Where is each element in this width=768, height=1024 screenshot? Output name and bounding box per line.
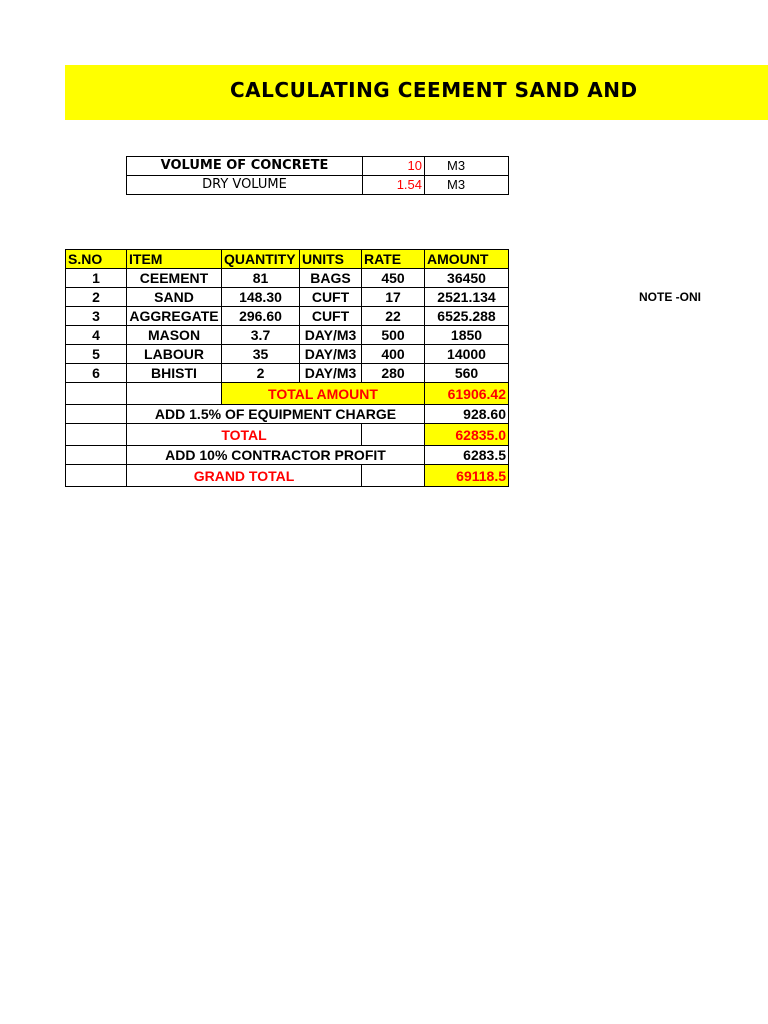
volume-label: VOLUME OF CONCRETE (127, 157, 363, 176)
empty-cell (127, 383, 222, 405)
cell-item[interactable]: SAND (127, 288, 222, 307)
empty-cell (66, 465, 127, 487)
table-row (66, 326, 509, 345)
equipment-value[interactable]: 928.60 (425, 405, 509, 424)
cell-units[interactable]: BAGS (300, 269, 362, 288)
cell-rate[interactable]: 450 (362, 269, 425, 288)
cell-amount[interactable]: 1850 (425, 326, 509, 345)
table-row (66, 269, 509, 288)
header-item: ITEM (127, 250, 222, 269)
cell-amount[interactable]: 560 (425, 364, 509, 383)
total-amount-label: TOTAL AMOUNT (222, 383, 425, 405)
cell-units[interactable]: CUFT (300, 288, 362, 307)
cell-quantity[interactable]: 3.7 (222, 326, 300, 345)
table-row (66, 288, 509, 307)
cell-sno[interactable]: 1 (66, 269, 127, 288)
equipment-label: ADD 1.5% OF EQUIPMENT CHARGE (127, 405, 425, 424)
cell-sno[interactable]: 6 (66, 364, 127, 383)
header-quantity: QUANTITY (222, 250, 300, 269)
table-row (66, 307, 509, 326)
cell-sno[interactable]: 5 (66, 345, 127, 364)
empty-cell (66, 383, 127, 405)
cell-units[interactable]: DAY/M3 (300, 345, 362, 364)
profit-label: ADD 10% CONTRACTOR PROFIT (127, 446, 425, 465)
empty-cell (66, 446, 127, 465)
cell-rate[interactable]: 400 (362, 345, 425, 364)
total-amount-value[interactable]: 61906.42 (425, 383, 509, 405)
empty-cell (362, 424, 425, 446)
empty-cell (66, 405, 127, 424)
grand-total-value[interactable]: 69118.5 (425, 465, 509, 487)
grand-total-row (66, 465, 509, 487)
cell-amount[interactable]: 14000 (425, 345, 509, 364)
volume-table (126, 156, 509, 195)
cell-rate[interactable]: 280 (362, 364, 425, 383)
cell-units[interactable]: CUFT (300, 307, 362, 326)
cell-quantity[interactable]: 296.60 (222, 307, 300, 326)
total-row (66, 424, 509, 446)
table-row (66, 345, 509, 364)
empty-cell (362, 465, 425, 487)
cell-rate[interactable]: 17 (362, 288, 425, 307)
total-label: TOTAL (127, 424, 362, 446)
header-rate: RATE (362, 250, 425, 269)
note-text: NOTE -ONI (639, 290, 701, 304)
cell-item[interactable]: CEEMENT (127, 269, 222, 288)
table-row (66, 364, 509, 383)
dry-volume-row (127, 176, 509, 195)
header-amount: AMOUNT (425, 250, 509, 269)
cell-amount[interactable]: 2521.134 (425, 288, 509, 307)
cell-amount[interactable]: 6525.288 (425, 307, 509, 326)
cell-sno[interactable]: 3 (66, 307, 127, 326)
dry-volume-value[interactable]: 1.54 (363, 176, 425, 195)
profit-value[interactable]: 6283.5 (425, 446, 509, 465)
equipment-row (66, 405, 509, 424)
cell-quantity[interactable]: 35 (222, 345, 300, 364)
cell-rate[interactable]: 500 (362, 326, 425, 345)
estimate-table (65, 249, 509, 487)
dry-volume-label: DRY VOLUME (127, 176, 363, 195)
cell-item[interactable]: LABOUR (127, 345, 222, 364)
header-units: UNITS (300, 250, 362, 269)
table-header-row (66, 250, 509, 269)
volume-value[interactable]: 10 (363, 157, 425, 176)
cell-units[interactable]: DAY/M3 (300, 326, 362, 345)
header-sno: S.NO (66, 250, 127, 269)
dry-volume-unit: M3 (425, 176, 509, 195)
volume-unit: M3 (425, 157, 509, 176)
empty-cell (66, 424, 127, 446)
cell-sno[interactable]: 4 (66, 326, 127, 345)
cell-quantity[interactable]: 148.30 (222, 288, 300, 307)
volume-row (127, 157, 509, 176)
cell-sno[interactable]: 2 (66, 288, 127, 307)
total-amount-row (66, 383, 509, 405)
cell-amount[interactable]: 36450 (425, 269, 509, 288)
cell-quantity[interactable]: 2 (222, 364, 300, 383)
cell-item[interactable]: AGGREGATE (127, 307, 222, 326)
page-title: CALCULATING CEEMENT SAND AND (230, 78, 638, 102)
cell-item[interactable]: MASON (127, 326, 222, 345)
cell-item[interactable]: BHISTI (127, 364, 222, 383)
grand-total-label: GRAND TOTAL (127, 465, 362, 487)
cell-units[interactable]: DAY/M3 (300, 364, 362, 383)
total-value[interactable]: 62835.0 (425, 424, 509, 446)
profit-row (66, 446, 509, 465)
cell-rate[interactable]: 22 (362, 307, 425, 326)
cell-quantity[interactable]: 81 (222, 269, 300, 288)
